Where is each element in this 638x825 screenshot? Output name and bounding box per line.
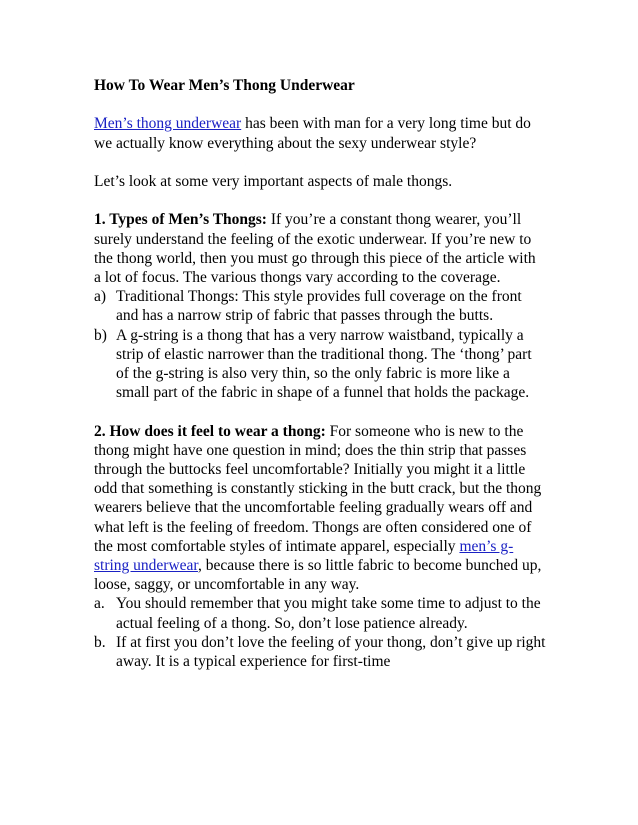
section2-body-end: , because there is so little fabric to become bunched up, loose, saggy, or uncomfortable in any way. [94, 557, 542, 594]
list-item [94, 326, 546, 403]
mens-thong-underwear-link[interactable]: Men’s thong underwear [94, 115, 242, 133]
list-item-text: You should remember that you might take some time to adjust to the actual feeling of a thong. So, don’t lose patience already. [116, 595, 541, 632]
document-content [94, 76, 546, 671]
section1-body: If you’re a constant thong wearer, you’ll surely understand the feeling of the exotic underwear. If you’re new to the thong world, then you must go through this piece of the article with a lot of focus. The various thongs vary according to the coverage. [94, 211, 536, 286]
spacer [94, 402, 546, 421]
list-item-text: If at first you don’t love the feeling of your thong, don’t give up right away. It is a typical experience for first-time [116, 633, 546, 671]
list-item-text: A g-string is a thong that has a very narrow waistband, typically a strip of elastic narrower than the traditional thong. The ‘thong’ part of the g-string is also very thin, so the only fabric is more like a small part of the fabric in shape of a funnel that holds the package. [116, 326, 532, 402]
list-item [94, 594, 546, 632]
section1-list [94, 287, 546, 402]
section2-list [94, 594, 546, 671]
list-marker: b. [94, 633, 106, 651]
document-title: How To Wear Men’s Thong Underwear [94, 77, 355, 94]
section1-heading: 1. Types of Men’s Thongs: [94, 211, 267, 229]
spacer [94, 95, 546, 114]
spacer [94, 153, 546, 172]
mens-g-string-underwear-link[interactable]: men’s g-string underwear [94, 537, 514, 575]
intro-text: has been with man for a very long time but do we actually know everything about the sexy underwear style? [94, 115, 531, 152]
section2-paragraph [94, 422, 546, 595]
intro-paragraph [94, 114, 546, 152]
list-marker: a. [94, 595, 105, 613]
list-marker: a) [94, 288, 107, 306]
section2-body: For someone who is new to the thong might have one question in mind; does the thin strip that passes through the buttocks feel uncomfortable? Initially you might it a little odd that something is constantly sticking in the butt crack, but the thong wearers believe that the uncomfortable feeling gradually wears off and what left is the feeling of freedom. Thongs are often considered one of the most comfortable styles of intimate apparel, especially [94, 422, 542, 555]
section1-paragraph [94, 210, 546, 287]
look-paragraph: Let’s look at some very important aspects of male thongs. [94, 172, 453, 190]
section2-heading: 2. How does it feel to wear a thong: [94, 422, 326, 440]
list-item [94, 633, 546, 671]
list-marker: b) [94, 326, 107, 344]
list-item [94, 287, 546, 325]
list-item-text: Traditional Thongs: This style provides full coverage on the front and has a narrow strip of fabric that passes through the butts. [116, 288, 522, 325]
spacer [94, 191, 546, 210]
